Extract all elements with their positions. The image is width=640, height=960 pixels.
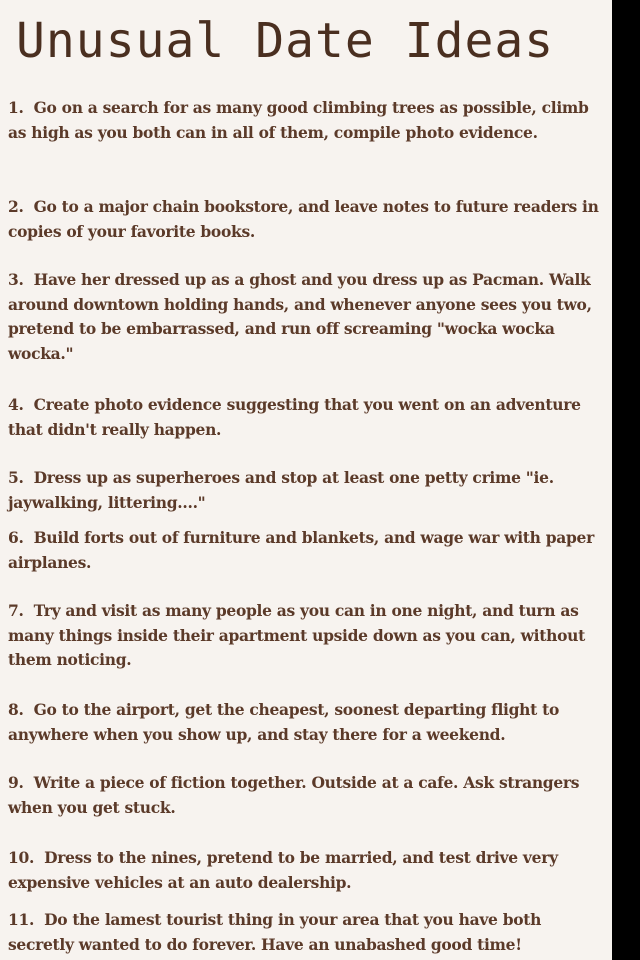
list-item-number: 7. <box>8 601 24 620</box>
list-item-number: 4. <box>8 395 24 414</box>
list-item <box>8 698 610 747</box>
list-item <box>8 771 610 820</box>
list-item-text: Dress up as superheroes and stop at least one petty crime "ie. jaywalking, littering...." <box>8 468 554 512</box>
list-item-number: 3. <box>8 270 24 289</box>
list-item <box>8 268 610 366</box>
list-item-text: Try and visit as many people as you can in one night, and turn as many things inside their apartment upside down as you can, without them noticing. <box>8 601 585 669</box>
list-item <box>8 466 610 515</box>
list-item-number: 1. <box>8 98 24 117</box>
list-item-number: 10. <box>8 848 35 867</box>
list-item-text: Dress to the nines, pretend to be married, and test drive very expensive vehicles at an auto dealership. <box>8 848 558 892</box>
list-item-text: Have her dressed up as a ghost and you dress up as Pacman. Walk around downtown holding hands, and whenever anyone sees you two, pretend to be embarrassed, and run off screaming "wocka wocka wocka." <box>8 270 592 363</box>
list-item <box>8 393 610 442</box>
list-item-text: Do the lamest tourist thing in your area that you have both secretly wanted to do forever. Have an unabashed good time! <box>8 910 542 954</box>
list-item-text: Create photo evidence suggesting that you went on an adventure that didn't really happen. <box>8 395 581 439</box>
list-item <box>8 96 610 145</box>
list-item-number: 5. <box>8 468 24 487</box>
list-item <box>8 599 610 673</box>
list-item <box>8 908 610 957</box>
list-item-text: Write a piece of fiction together. Outside at a cafe. Ask strangers when you get stuck. <box>8 773 580 817</box>
list-item-number: 9. <box>8 773 24 792</box>
page-title: Unusual Date Ideas <box>16 13 555 69</box>
list-item <box>8 195 610 244</box>
list-item-number: 6. <box>8 528 24 547</box>
right-edge-bar <box>612 0 640 960</box>
list-item-text: Go on a search for as many good climbing trees as possible, climb as high as you both can in all of them, compile photo evidence. <box>8 98 589 142</box>
list-item-text: Build forts out of furniture and blankets, and wage war with paper airplanes. <box>8 528 594 572</box>
list-item-text: Go to the airport, get the cheapest, soonest departing flight to anywhere when you show up, and stay there for a weekend. <box>8 700 559 744</box>
list-item-number: 2. <box>8 197 24 216</box>
list-item-number: 8. <box>8 700 24 719</box>
list-item <box>8 846 610 895</box>
list-item-text: Go to a major chain bookstore, and leave notes to future readers in copies of your favorite books. <box>8 197 599 241</box>
list-item <box>8 526 610 575</box>
list-item-number: 11. <box>8 910 35 929</box>
